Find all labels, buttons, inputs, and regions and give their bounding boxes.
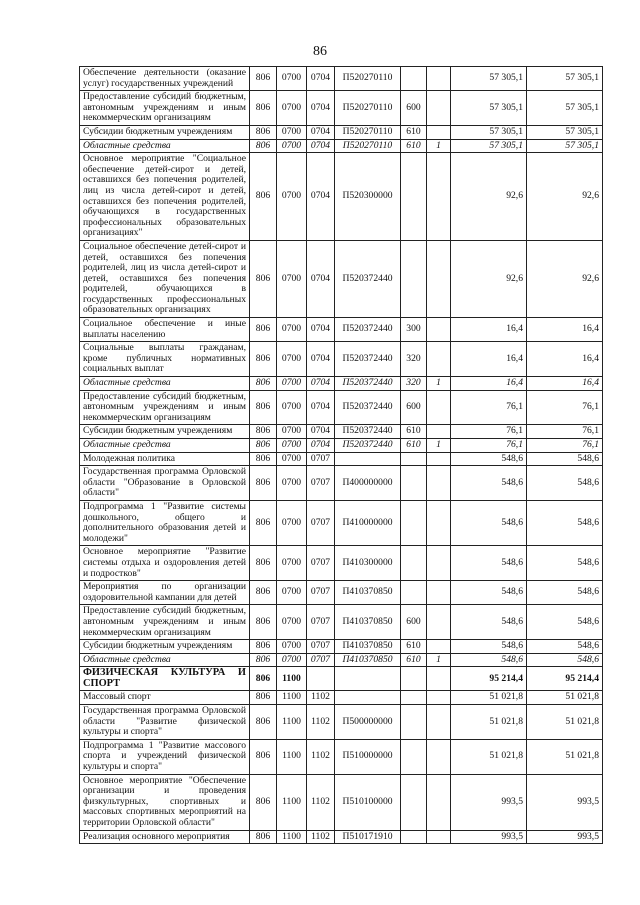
table-row	[80, 691, 603, 705]
subsection-code: 1102	[307, 705, 335, 740]
target-article-code: П520372440	[335, 439, 401, 453]
funding-source-code	[427, 125, 451, 139]
expense-type-code	[401, 67, 427, 91]
funding-source-code	[427, 500, 451, 545]
grbs-code: 806	[250, 605, 277, 640]
amount-year-1: 51 021,8	[451, 705, 527, 740]
table-row	[80, 452, 603, 466]
funding-source-code	[427, 774, 451, 830]
amount-year-2: 548,6	[527, 452, 603, 466]
amount-year-2: 76,1	[527, 390, 603, 425]
funding-source-code	[427, 67, 451, 91]
funding-source-code: 1	[427, 139, 451, 153]
expense-type-code: 610	[401, 640, 427, 654]
amount-year-1: 16,4	[451, 342, 527, 377]
table-row	[80, 153, 603, 241]
row-name: Социальное обеспечение и иные выплаты населению	[80, 318, 250, 342]
amount-year-2: 548,6	[527, 581, 603, 605]
funding-source-code	[427, 546, 451, 581]
target-article-code: П410370850	[335, 640, 401, 654]
grbs-code: 806	[250, 739, 277, 774]
expense-type-code	[401, 240, 427, 317]
subsection-code: 0704	[307, 318, 335, 342]
target-article-code: П520270110	[335, 67, 401, 91]
funding-source-code	[427, 466, 451, 501]
target-article-code: П520300000	[335, 153, 401, 241]
table-row	[80, 240, 603, 317]
grbs-code: 806	[250, 546, 277, 581]
row-name: Государственная программа Орловской области "Образование в Орловской области"	[80, 466, 250, 501]
amount-year-1: 57 305,1	[451, 91, 527, 126]
amount-year-1: 92,6	[451, 153, 527, 241]
target-article-code: П520270110	[335, 125, 401, 139]
amount-year-2: 16,4	[527, 377, 603, 391]
grbs-code: 806	[250, 653, 277, 667]
row-name: Основное мероприятие "Обеспечение организации и проведения физкультурных, спортивных и массовых спортивных мероприятий на территории Орловской области"	[80, 774, 250, 830]
target-article-code: П520372440	[335, 318, 401, 342]
amount-year-2: 57 305,1	[527, 125, 603, 139]
section-code: 0700	[277, 67, 307, 91]
row-name: Областные средства	[80, 139, 250, 153]
section-code: 0700	[277, 500, 307, 545]
section-code: 0700	[277, 153, 307, 241]
row-name: Основное мероприятие "Социальное обеспечение детей-сирот и детей, оставшихся без попечения родителей, лиц из числа детей-сирот и детей, оставшихся без попечения родителей, обучающихся в государственных профессиональных образовательных организациях"	[80, 153, 250, 241]
funding-source-code	[427, 342, 451, 377]
funding-source-code	[427, 667, 451, 691]
section-code: 0700	[277, 125, 307, 139]
amount-year-2: 76,1	[527, 439, 603, 453]
amount-year-2: 57 305,1	[527, 139, 603, 153]
amount-year-1: 993,5	[451, 774, 527, 830]
table-row	[80, 705, 603, 740]
table-row	[80, 774, 603, 830]
amount-year-1: 548,6	[451, 546, 527, 581]
grbs-code: 806	[250, 452, 277, 466]
funding-source-code	[427, 581, 451, 605]
target-article-code: П520270110	[335, 91, 401, 126]
expense-type-code	[401, 500, 427, 545]
expense-type-code: 600	[401, 91, 427, 126]
subsection-code: 0704	[307, 240, 335, 317]
grbs-code: 806	[250, 425, 277, 439]
expense-type-code	[401, 546, 427, 581]
subsection-code: 0704	[307, 139, 335, 153]
amount-year-2: 51 021,8	[527, 705, 603, 740]
table-row	[80, 139, 603, 153]
section-code: 0700	[277, 466, 307, 501]
table-row	[80, 546, 603, 581]
section-code: 0700	[277, 377, 307, 391]
funding-source-code	[427, 390, 451, 425]
expense-type-code: 320	[401, 342, 427, 377]
expense-type-code	[401, 667, 427, 691]
funding-source-code	[427, 691, 451, 705]
subsection-code: 0707	[307, 640, 335, 654]
table-row	[80, 318, 603, 342]
section-code: 1100	[277, 830, 307, 844]
expense-type-code	[401, 830, 427, 844]
section-code: 0700	[277, 640, 307, 654]
budget-table	[79, 66, 603, 844]
section-code: 1100	[277, 739, 307, 774]
table-row	[80, 342, 603, 377]
expense-type-code	[401, 153, 427, 241]
row-name: Предоставление субсидий бюджетным, автономным учреждениям и иным некоммерческим организациям	[80, 605, 250, 640]
funding-source-code	[427, 640, 451, 654]
target-article-code: П520372440	[335, 377, 401, 391]
funding-source-code: 1	[427, 439, 451, 453]
subsection-code	[307, 667, 335, 691]
section-code: 0700	[277, 318, 307, 342]
row-name: Подпрограмма 1 "Развитие системы дошкольного, общего и дополнительного образования детей и молодежи"	[80, 500, 250, 545]
table-row	[80, 91, 603, 126]
amount-year-2: 57 305,1	[527, 67, 603, 91]
row-name: Областные средства	[80, 439, 250, 453]
target-article-code	[335, 452, 401, 466]
target-article-code: П520372440	[335, 342, 401, 377]
grbs-code: 806	[250, 774, 277, 830]
row-name: Областные средства	[80, 377, 250, 391]
amount-year-1: 16,4	[451, 318, 527, 342]
funding-source-code	[427, 452, 451, 466]
grbs-code: 806	[250, 318, 277, 342]
table-row	[80, 439, 603, 453]
expense-type-code: 610	[401, 425, 427, 439]
grbs-code: 806	[250, 691, 277, 705]
funding-source-code	[427, 425, 451, 439]
target-article-code: П410370850	[335, 581, 401, 605]
target-article-code: П520372440	[335, 240, 401, 317]
subsection-code: 0707	[307, 500, 335, 545]
row-name: Основное мероприятие "Развитие системы отдыха и оздоровления детей и подростков"	[80, 546, 250, 581]
funding-source-code: 1	[427, 653, 451, 667]
amount-year-1: 548,6	[451, 500, 527, 545]
subsection-code: 0704	[307, 377, 335, 391]
subsection-code: 0707	[307, 466, 335, 501]
expense-type-code: 600	[401, 605, 427, 640]
row-name: Социальное обеспечение детей-сирот и детей, оставшихся без попечения родителей, лиц из числа детей-сирот и детей, оставшихся без попечения родителей, обучающихся в государственных профессиональных образовательных организациях	[80, 240, 250, 317]
amount-year-2: 548,6	[527, 500, 603, 545]
amount-year-1: 993,5	[451, 830, 527, 844]
subsection-code: 1102	[307, 774, 335, 830]
row-name: Молодежная политика	[80, 452, 250, 466]
expense-type-code	[401, 774, 427, 830]
amount-year-2: 95 214,4	[527, 667, 603, 691]
table-row	[80, 500, 603, 545]
target-article-code: П410000000	[335, 500, 401, 545]
section-code: 0700	[277, 139, 307, 153]
expense-type-code: 300	[401, 318, 427, 342]
subsection-code: 1102	[307, 691, 335, 705]
expense-type-code: 320	[401, 377, 427, 391]
section-code: 1100	[277, 705, 307, 740]
grbs-code: 806	[250, 500, 277, 545]
amount-year-2: 548,6	[527, 466, 603, 501]
funding-source-code	[427, 605, 451, 640]
table-row	[80, 739, 603, 774]
amount-year-2: 993,5	[527, 774, 603, 830]
target-article-code: П510100000	[335, 774, 401, 830]
amount-year-2: 51 021,8	[527, 739, 603, 774]
grbs-code: 806	[250, 667, 277, 691]
subsection-code: 0704	[307, 439, 335, 453]
section-code: 0700	[277, 581, 307, 605]
page-number: 86	[313, 44, 327, 59]
grbs-code: 806	[250, 390, 277, 425]
amount-year-2: 51 021,8	[527, 691, 603, 705]
table-row	[80, 390, 603, 425]
row-name: Областные средства	[80, 653, 250, 667]
expense-type-code	[401, 691, 427, 705]
amount-year-1: 16,4	[451, 377, 527, 391]
amount-year-1: 57 305,1	[451, 67, 527, 91]
section-code: 1100	[277, 667, 307, 691]
row-name: Массовый спорт	[80, 691, 250, 705]
section-code: 0700	[277, 605, 307, 640]
funding-source-code	[427, 705, 451, 740]
subsection-code: 0704	[307, 342, 335, 377]
section-code: 1100	[277, 691, 307, 705]
grbs-code: 806	[250, 240, 277, 317]
funding-source-code: 1	[427, 377, 451, 391]
grbs-code: 806	[250, 153, 277, 241]
target-article-code	[335, 691, 401, 705]
table-row	[80, 466, 603, 501]
subsection-code: 0707	[307, 653, 335, 667]
target-article-code	[335, 667, 401, 691]
target-article-code: П410370850	[335, 605, 401, 640]
table-row	[80, 67, 603, 91]
amount-year-1: 76,1	[451, 390, 527, 425]
section-code: 0700	[277, 390, 307, 425]
grbs-code: 806	[250, 377, 277, 391]
row-name: Подпрограмма 1 "Развитие массового спорта и учреждений физической культуры и спорта"	[80, 739, 250, 774]
budget-table-body	[80, 67, 603, 844]
expense-type-code: 610	[401, 139, 427, 153]
grbs-code: 806	[250, 91, 277, 126]
amount-year-1: 51 021,8	[451, 739, 527, 774]
funding-source-code	[427, 830, 451, 844]
amount-year-2: 548,6	[527, 605, 603, 640]
section-code: 0700	[277, 439, 307, 453]
funding-source-code	[427, 240, 451, 317]
subsection-code: 0707	[307, 605, 335, 640]
amount-year-1: 548,6	[451, 466, 527, 501]
subsection-code: 1102	[307, 739, 335, 774]
row-name: Реализация основного мероприятия	[80, 830, 250, 844]
target-article-code: П520270110	[335, 139, 401, 153]
subsection-code: 0704	[307, 125, 335, 139]
amount-year-1: 76,1	[451, 425, 527, 439]
row-name: Субсидии бюджетным учреждениям	[80, 125, 250, 139]
target-article-code: П510000000	[335, 739, 401, 774]
grbs-code: 806	[250, 640, 277, 654]
expense-type-code: 610	[401, 439, 427, 453]
section-code: 0700	[277, 546, 307, 581]
expense-type-code: 610	[401, 125, 427, 139]
funding-source-code	[427, 739, 451, 774]
table-row	[80, 653, 603, 667]
amount-year-2: 16,4	[527, 342, 603, 377]
amount-year-2: 76,1	[527, 425, 603, 439]
subsection-code: 0704	[307, 67, 335, 91]
amount-year-1: 548,6	[451, 605, 527, 640]
target-article-code: П510171910	[335, 830, 401, 844]
grbs-code: 806	[250, 125, 277, 139]
section-code: 0700	[277, 91, 307, 126]
row-name: Предоставление субсидий бюджетным, автономным учреждениям и иным некоммерческим организациям	[80, 390, 250, 425]
subsection-code: 0704	[307, 91, 335, 126]
amount-year-1: 548,6	[451, 640, 527, 654]
amount-year-1: 95 214,4	[451, 667, 527, 691]
funding-source-code	[427, 318, 451, 342]
amount-year-1: 92,6	[451, 240, 527, 317]
subsection-code: 0704	[307, 153, 335, 241]
grbs-code: 806	[250, 67, 277, 91]
grbs-code: 806	[250, 830, 277, 844]
subsection-code: 0704	[307, 425, 335, 439]
section-code: 0700	[277, 425, 307, 439]
row-name: ФИЗИЧЕСКАЯ КУЛЬТУРА И СПОРТ	[80, 667, 250, 691]
grbs-code: 806	[250, 439, 277, 453]
row-name: Субсидии бюджетным учреждениям	[80, 425, 250, 439]
amount-year-1: 548,6	[451, 653, 527, 667]
table-row	[80, 377, 603, 391]
expense-type-code	[401, 581, 427, 605]
subsection-code: 0704	[307, 390, 335, 425]
expense-type-code: 600	[401, 390, 427, 425]
amount-year-2: 548,6	[527, 546, 603, 581]
subsection-code: 0707	[307, 581, 335, 605]
table-row	[80, 125, 603, 139]
amount-year-2: 548,6	[527, 653, 603, 667]
target-article-code: П520372440	[335, 390, 401, 425]
subsection-code: 0707	[307, 546, 335, 581]
section-code: 0700	[277, 653, 307, 667]
section-code: 1100	[277, 774, 307, 830]
amount-year-1: 548,6	[451, 452, 527, 466]
amount-year-2: 92,6	[527, 240, 603, 317]
grbs-code: 806	[250, 466, 277, 501]
table-row	[80, 830, 603, 844]
row-name: Мероприятия по организации оздоровительной кампании для детей	[80, 581, 250, 605]
grbs-code: 806	[250, 581, 277, 605]
table-row	[80, 605, 603, 640]
target-article-code: П520372440	[335, 425, 401, 439]
row-name: Субсидии бюджетным учреждениям	[80, 640, 250, 654]
expense-type-code	[401, 739, 427, 774]
funding-source-code	[427, 91, 451, 126]
row-name: Предоставление субсидий бюджетным, автономным учреждениям и иным некоммерческим организациям	[80, 91, 250, 126]
table-row	[80, 667, 603, 691]
expense-type-code	[401, 466, 427, 501]
table-row	[80, 581, 603, 605]
amount-year-2: 548,6	[527, 640, 603, 654]
amount-year-1: 76,1	[451, 439, 527, 453]
grbs-code: 806	[250, 705, 277, 740]
amount-year-1: 57 305,1	[451, 139, 527, 153]
target-article-code: П410370850	[335, 653, 401, 667]
amount-year-2: 16,4	[527, 318, 603, 342]
target-article-code: П400000000	[335, 466, 401, 501]
amount-year-2: 57 305,1	[527, 91, 603, 126]
grbs-code: 806	[250, 139, 277, 153]
expense-type-code: 610	[401, 653, 427, 667]
subsection-code: 1102	[307, 830, 335, 844]
section-code: 0700	[277, 240, 307, 317]
amount-year-1: 57 305,1	[451, 125, 527, 139]
expense-type-code	[401, 452, 427, 466]
target-article-code: П410300000	[335, 546, 401, 581]
section-code: 0700	[277, 452, 307, 466]
row-name: Обеспечение деятельности (оказание услуг) государственных учреждений	[80, 67, 250, 91]
amount-year-1: 548,6	[451, 581, 527, 605]
row-name: Социальные выплаты гражданам, кроме публичных нормативных социальных выплат	[80, 342, 250, 377]
funding-source-code	[427, 153, 451, 241]
table-row	[80, 425, 603, 439]
section-code: 0700	[277, 342, 307, 377]
target-article-code: П500000000	[335, 705, 401, 740]
grbs-code: 806	[250, 342, 277, 377]
amount-year-2: 993,5	[527, 830, 603, 844]
expense-type-code	[401, 705, 427, 740]
amount-year-1: 51 021,8	[451, 691, 527, 705]
amount-year-2: 92,6	[527, 153, 603, 241]
table-row	[80, 640, 603, 654]
subsection-code: 0707	[307, 452, 335, 466]
row-name: Государственная программа Орловской области "Развитие физической культуры и спорта"	[80, 705, 250, 740]
